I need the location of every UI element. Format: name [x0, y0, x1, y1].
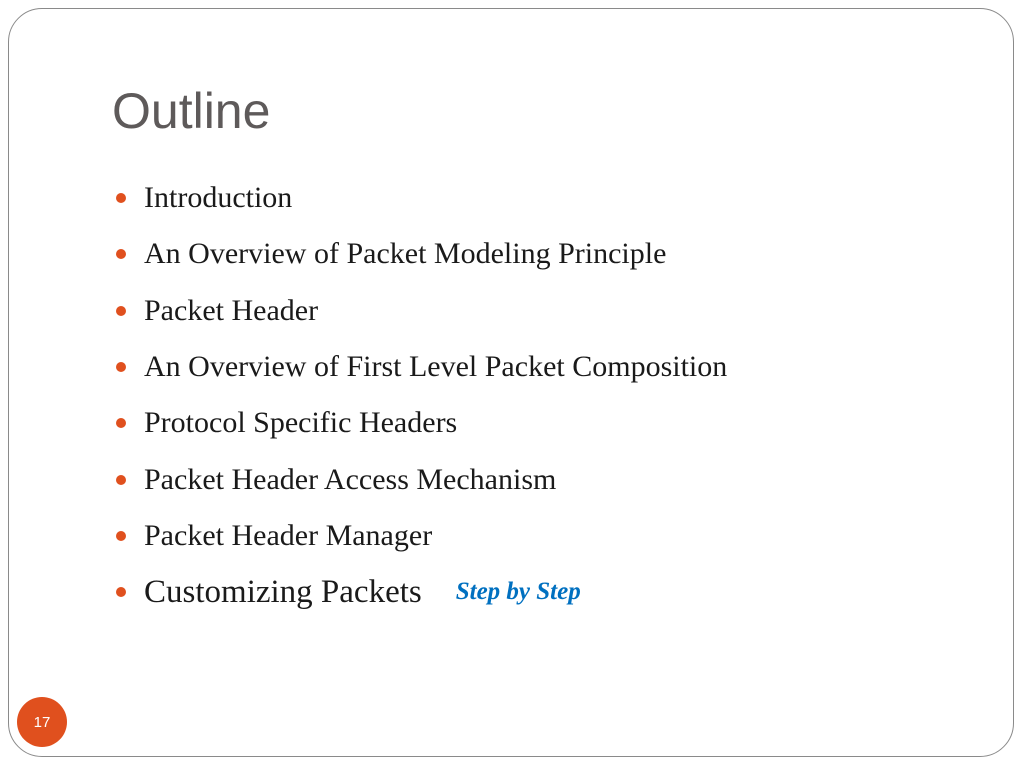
bullet-dot-icon — [116, 587, 126, 597]
bullet-dot-icon — [116, 531, 126, 541]
bullet-list — [116, 170, 727, 620]
bullet-label: Protocol Specific Headers — [144, 406, 458, 440]
bullet-item-first-level-composition — [116, 339, 727, 395]
bullet-item-packet-header — [116, 283, 727, 339]
bullet-item-customizing-packets — [116, 564, 727, 620]
bullet-dot-icon — [116, 249, 126, 259]
bullet-item-introduction — [116, 170, 727, 226]
page-number-badge: 17 — [17, 697, 67, 747]
bullet-item-header-manager — [116, 508, 727, 564]
bullet-item-protocol-specific-headers — [116, 395, 727, 451]
bullet-label: Introduction — [144, 181, 293, 215]
bullet-dot-icon — [116, 306, 126, 316]
bullet-label: An Overview of First Level Packet Composition — [144, 350, 728, 384]
bullet-label: Packet Header Access Mechanism — [144, 462, 557, 496]
step-by-step-note: Step by Step — [455, 578, 581, 606]
bullet-label: Packet Header — [144, 293, 319, 327]
bullet-label: Packet Header Manager — [144, 518, 433, 552]
bullet-dot-icon — [116, 362, 126, 372]
slide-title: Outline — [112, 83, 271, 139]
bullet-item-header-access-mechanism — [116, 451, 727, 507]
bullet-item-packet-modeling-principle — [116, 226, 727, 282]
bullet-dot-icon — [116, 193, 126, 203]
bullet-dot-icon — [116, 475, 126, 485]
bullet-label: An Overview of Packet Modeling Principle — [144, 237, 667, 271]
bullet-label: Customizing Packets — [144, 573, 422, 610]
bullet-dot-icon — [116, 418, 126, 428]
